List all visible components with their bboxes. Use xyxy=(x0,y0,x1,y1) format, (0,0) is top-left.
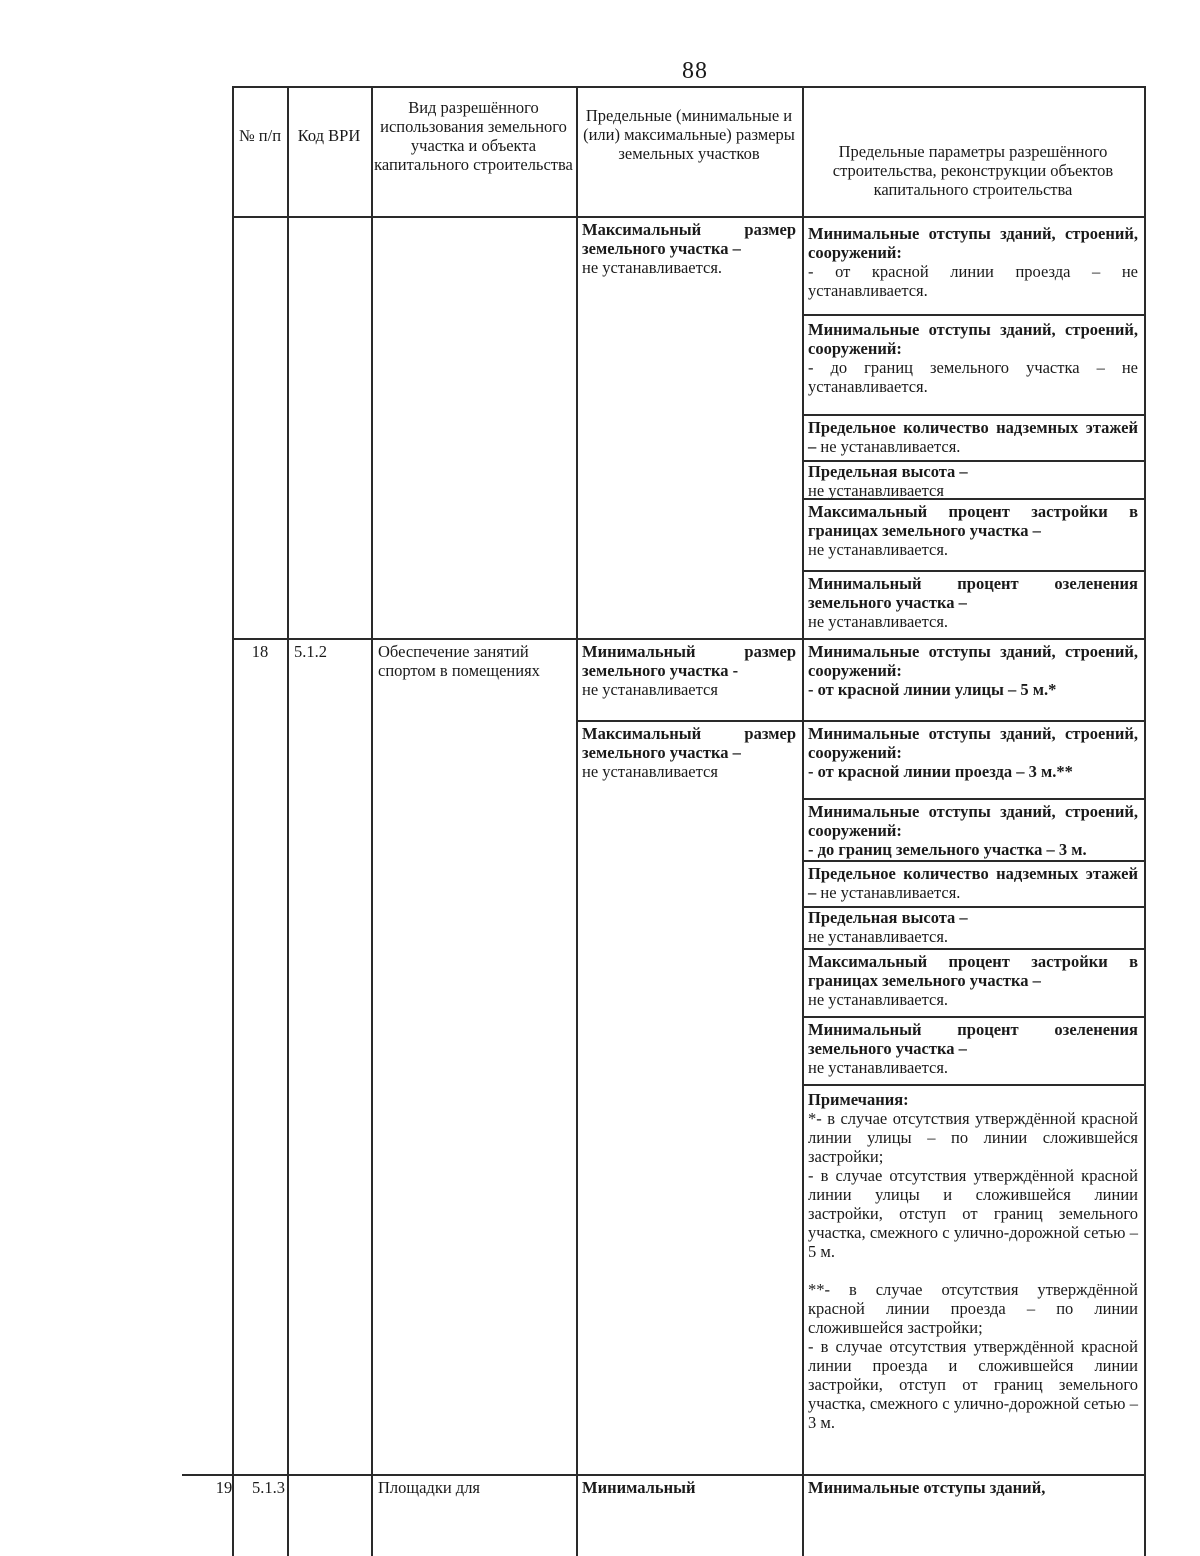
param-value: - от красной линии проезда – не устанавливается. xyxy=(808,262,1138,300)
page-number: 88 xyxy=(682,58,708,84)
row-18-param-6 xyxy=(808,952,1138,1009)
size-min-value: не устанавливается xyxy=(582,680,718,699)
note-item: - в случае отсутствия утверждённой красной линии улицы и сложившейся линии застройки, отступ от границ земельного участка, смежного с улично-дорожной сетью – 5 м. xyxy=(808,1166,1138,1261)
param-label: Максимальный процент застройки в границах земельного участка – xyxy=(808,952,1138,990)
param-value: - от красной линии проезда – 3 м.** xyxy=(808,762,1073,781)
row-18-code: 5.1.2 xyxy=(294,642,327,661)
size-max-label: Максимальный размер земельного участка – xyxy=(582,220,796,258)
row-18-notes xyxy=(808,1090,1138,1432)
param-divider xyxy=(802,860,1146,862)
col-divider-4 xyxy=(802,86,804,1556)
row-19-number: 19 xyxy=(215,1478,233,1497)
row-18-param-5 xyxy=(808,908,1138,946)
param-value: не устанавливается. xyxy=(808,612,949,631)
row-18-number: 18 xyxy=(251,642,269,661)
notes-title: Примечания: xyxy=(808,1090,909,1109)
row-18-size-max xyxy=(582,724,796,781)
param-label: Минимальные отступы зданий, строений, сооружений: xyxy=(808,724,1138,762)
param-value: не устанавливается. xyxy=(808,1058,949,1077)
regulations-table xyxy=(215,86,1146,1556)
param-divider xyxy=(802,1084,1146,1086)
note-item: - в случае отсутствия утверждённой красной линии проезда и сложившейся линии застройки, отступ от границ земельного участка, смежного с улично-дорожной сетью – 3 м. xyxy=(808,1337,1138,1432)
note-item: *- в случае отсутствия утверждённой красной линии улицы – по линии сложившейся застройки; xyxy=(808,1109,1138,1166)
param-label: Минимальный процент озеленения земельного участка – xyxy=(808,574,1138,612)
header-number: № п/п xyxy=(238,126,282,145)
table-border-top xyxy=(232,86,1146,88)
param-value: не устанавливается. xyxy=(808,990,949,1009)
prev-size-max xyxy=(582,220,796,277)
param-divider xyxy=(802,1016,1146,1018)
row-18-size-min xyxy=(582,642,796,699)
header-build-params: Предельные параметры разрешённого строительства, реконструкции объектов капитального строительства xyxy=(832,142,1114,199)
size-max-label: Максимальный размер земельного участка – xyxy=(582,724,796,762)
param-divider xyxy=(802,570,1146,572)
prev-param-3 xyxy=(808,418,1138,456)
prev-param-1 xyxy=(808,224,1138,300)
table-border-right xyxy=(1144,86,1146,1556)
row-18-param-4 xyxy=(808,864,1138,902)
row-18-use-name: Обеспечение занятий спортом в помещениях xyxy=(378,642,540,680)
row-18-param-1 xyxy=(808,642,1138,699)
row-19-top-line xyxy=(182,1474,1146,1476)
row-19-param-1: Минимальные отступы зданий, xyxy=(808,1478,1046,1497)
size-min-label: Минимальный размер земельного участка - xyxy=(582,642,796,680)
size-divider xyxy=(576,720,1146,722)
param-label: Предельная высота – xyxy=(808,462,968,481)
param-divider xyxy=(802,948,1146,950)
param-label: Предельная высота – xyxy=(808,908,968,927)
header-code: Код ВРИ xyxy=(297,126,361,145)
param-label: Максимальный процент застройки в границах земельного участка – xyxy=(808,502,1138,540)
note-item: **- в случае отсутствия утверждённой красной линии проезда – по линии сложившейся застройки; xyxy=(808,1280,1138,1337)
size-max-value: не устанавливается xyxy=(582,762,718,781)
col-divider-3 xyxy=(576,86,578,1556)
header-bottom-line xyxy=(232,216,1146,218)
table-border-left xyxy=(232,86,234,1556)
header-land-size: Предельные (минимальные и (или) максимальные) размеры земельных участков xyxy=(583,106,795,163)
param-divider xyxy=(802,414,1146,416)
param-value: - до границ земельного участка – 3 м. xyxy=(808,840,1087,859)
row-19-use-name: Площадки для xyxy=(378,1478,481,1497)
row-19-code: 5.1.3 xyxy=(252,1478,285,1497)
param-value: - от красной линии улицы – 5 м.* xyxy=(808,680,1057,699)
prev-param-6 xyxy=(808,574,1138,631)
row-18-param-7 xyxy=(808,1020,1138,1077)
row-19-size-min: Минимальный xyxy=(582,1478,696,1497)
param-label: Минимальные отступы зданий, строений, сооружений: xyxy=(808,320,1138,358)
col-divider-2 xyxy=(371,86,373,1556)
param-value: не устанавливается. xyxy=(808,540,949,559)
size-max-value: не устанавливается. xyxy=(582,258,723,277)
param-label: Предельное количество надземных этажей – xyxy=(808,418,1138,456)
row-18-param-2 xyxy=(808,724,1138,781)
prev-param-4 xyxy=(808,462,1138,500)
param-value: - до границ земельного участка – не устанавливается. xyxy=(808,358,1138,396)
param-label: Минимальный процент озеленения земельного участка – xyxy=(808,1020,1138,1058)
param-value: не устанавливается xyxy=(808,481,944,500)
param-label: Предельное количество надземных этажей – xyxy=(808,864,1138,902)
header-use-type: Вид разрешённого использования земельного участка и объекта капитального строительства xyxy=(374,98,573,174)
prev-param-5 xyxy=(808,502,1138,559)
row-18-top-line xyxy=(232,638,1146,640)
param-value: не устанавливается. xyxy=(820,883,961,902)
param-label: Минимальные отступы зданий, строений, сооружений: xyxy=(808,802,1138,840)
prev-param-2 xyxy=(808,320,1138,396)
row-18-param-3 xyxy=(808,802,1138,859)
param-label: Минимальные отступы зданий, строений, сооружений: xyxy=(808,224,1138,262)
param-label: Минимальные отступы зданий, строений, сооружений: xyxy=(808,642,1138,680)
param-value: не устанавливается. xyxy=(820,437,961,456)
param-value: не устанавливается. xyxy=(808,927,949,946)
param-divider xyxy=(802,798,1146,800)
param-divider xyxy=(802,314,1146,316)
col-divider-1 xyxy=(287,86,289,1556)
